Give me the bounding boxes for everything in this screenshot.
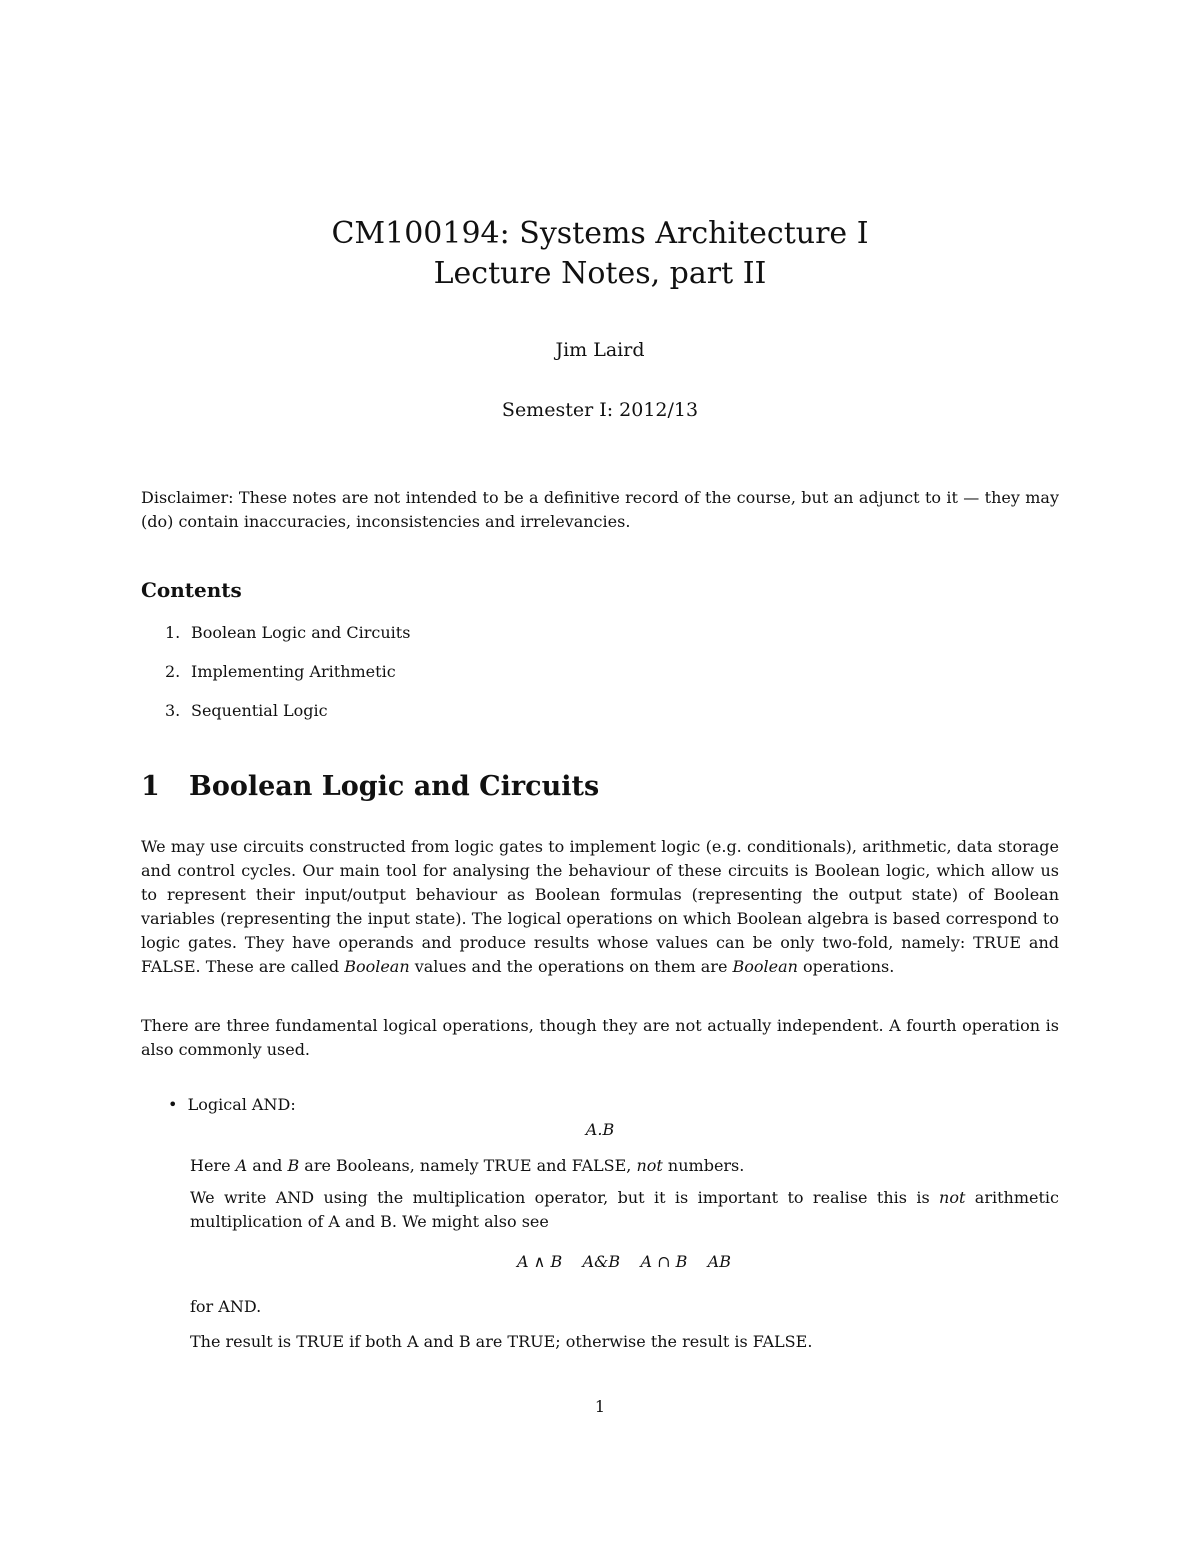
toc-item — [165, 623, 410, 642]
title-line-1: CM100194: Systems Architecture I — [331, 216, 869, 251]
booleans-note — [190, 1154, 1059, 1178]
disclaimer — [141, 486, 1059, 534]
toc-item — [165, 701, 328, 720]
document-title — [0, 214, 1200, 294]
and-result-text: The result is TRUE if both A and B are TRUE; otherwise the result is FALSE. — [190, 1332, 813, 1351]
toc-item-label: Implementing Arithmetic — [191, 662, 396, 681]
note-text: We write AND using the multiplication operator, but it is important to realise this is — [190, 1188, 940, 1207]
emphasis: Boolean — [344, 957, 410, 976]
paragraph-text: values and the operations on them are — [409, 957, 733, 976]
toc-item-label: Sequential Logic — [191, 701, 328, 720]
multiplication-note — [190, 1186, 1059, 1234]
page-number: 1 — [594, 1397, 606, 1416]
for-and-text: for AND. — [190, 1297, 262, 1316]
paragraph-text: There are three fundamental logical operations, though they are not actually independent. A fourth operation is also commonly used. — [141, 1016, 1059, 1059]
author: Jim Laird — [555, 339, 645, 361]
emphasis: not — [939, 1188, 966, 1207]
note-text: are Booleans, namely TRUE and FALSE, — [299, 1156, 637, 1175]
paragraph-text: We may use circuits constructed from logic gates to implement logic (e.g. conditionals), arithmetic, data storage and control cycles. Our main tool for analysing the behaviour of these circuits is Boolean logic, which allow us to represent their input/output behaviour as Boolean formulas (representing the output state) of Boolean variables (representing the input state). The logical operations on which Boolean algebra is based correspond to logic gates. They have operands and produce results whose values can be only two-fold, namely: TRUE and FALSE. These are called — [141, 837, 1059, 976]
toc-item-number: 1. — [165, 623, 181, 642]
section-number: 1 — [141, 771, 160, 802]
note-text: arithmetic multiplication of A and B. We might also see — [190, 1188, 1059, 1231]
toc-item-number: 3. — [165, 701, 181, 720]
math-var: A — [235, 1156, 248, 1175]
toc-item — [165, 662, 396, 681]
bullet-label: Logical AND: — [187, 1095, 296, 1114]
note-text: numbers. — [662, 1156, 745, 1175]
paragraph-text: operations. — [797, 957, 895, 976]
section-paragraph-2 — [141, 1014, 1059, 1062]
emphasis: not — [636, 1156, 663, 1175]
section-heading — [141, 771, 599, 802]
bullet-icon: • — [168, 1095, 178, 1114]
toc-item-number: 2. — [165, 662, 181, 681]
title-line-2: Lecture Notes, part II — [433, 256, 767, 291]
toc-item-label: Boolean Logic and Circuits — [191, 623, 411, 642]
section-paragraph-1 — [141, 835, 1059, 979]
section-title: Boolean Logic and Circuits — [189, 771, 600, 802]
bullet-item — [168, 1095, 296, 1114]
note-text: Here — [190, 1156, 236, 1175]
semester: Semester I: 2012/13 — [501, 399, 699, 421]
formula-and: A.B — [585, 1120, 615, 1139]
disclaimer-text: Disclaimer: These notes are not intended to be a definitive record of the course, but an adjunct to it — they may (do) contain inaccuracies, inconsistencies and irrelevancies. — [141, 488, 1059, 531]
contents-heading: Contents — [141, 578, 242, 602]
formula-and-alternatives: A ∧ B A&B A ∩ B AB — [517, 1252, 731, 1271]
math-var: B — [287, 1156, 300, 1175]
emphasis: Boolean — [732, 957, 798, 976]
note-text: and — [247, 1156, 288, 1175]
